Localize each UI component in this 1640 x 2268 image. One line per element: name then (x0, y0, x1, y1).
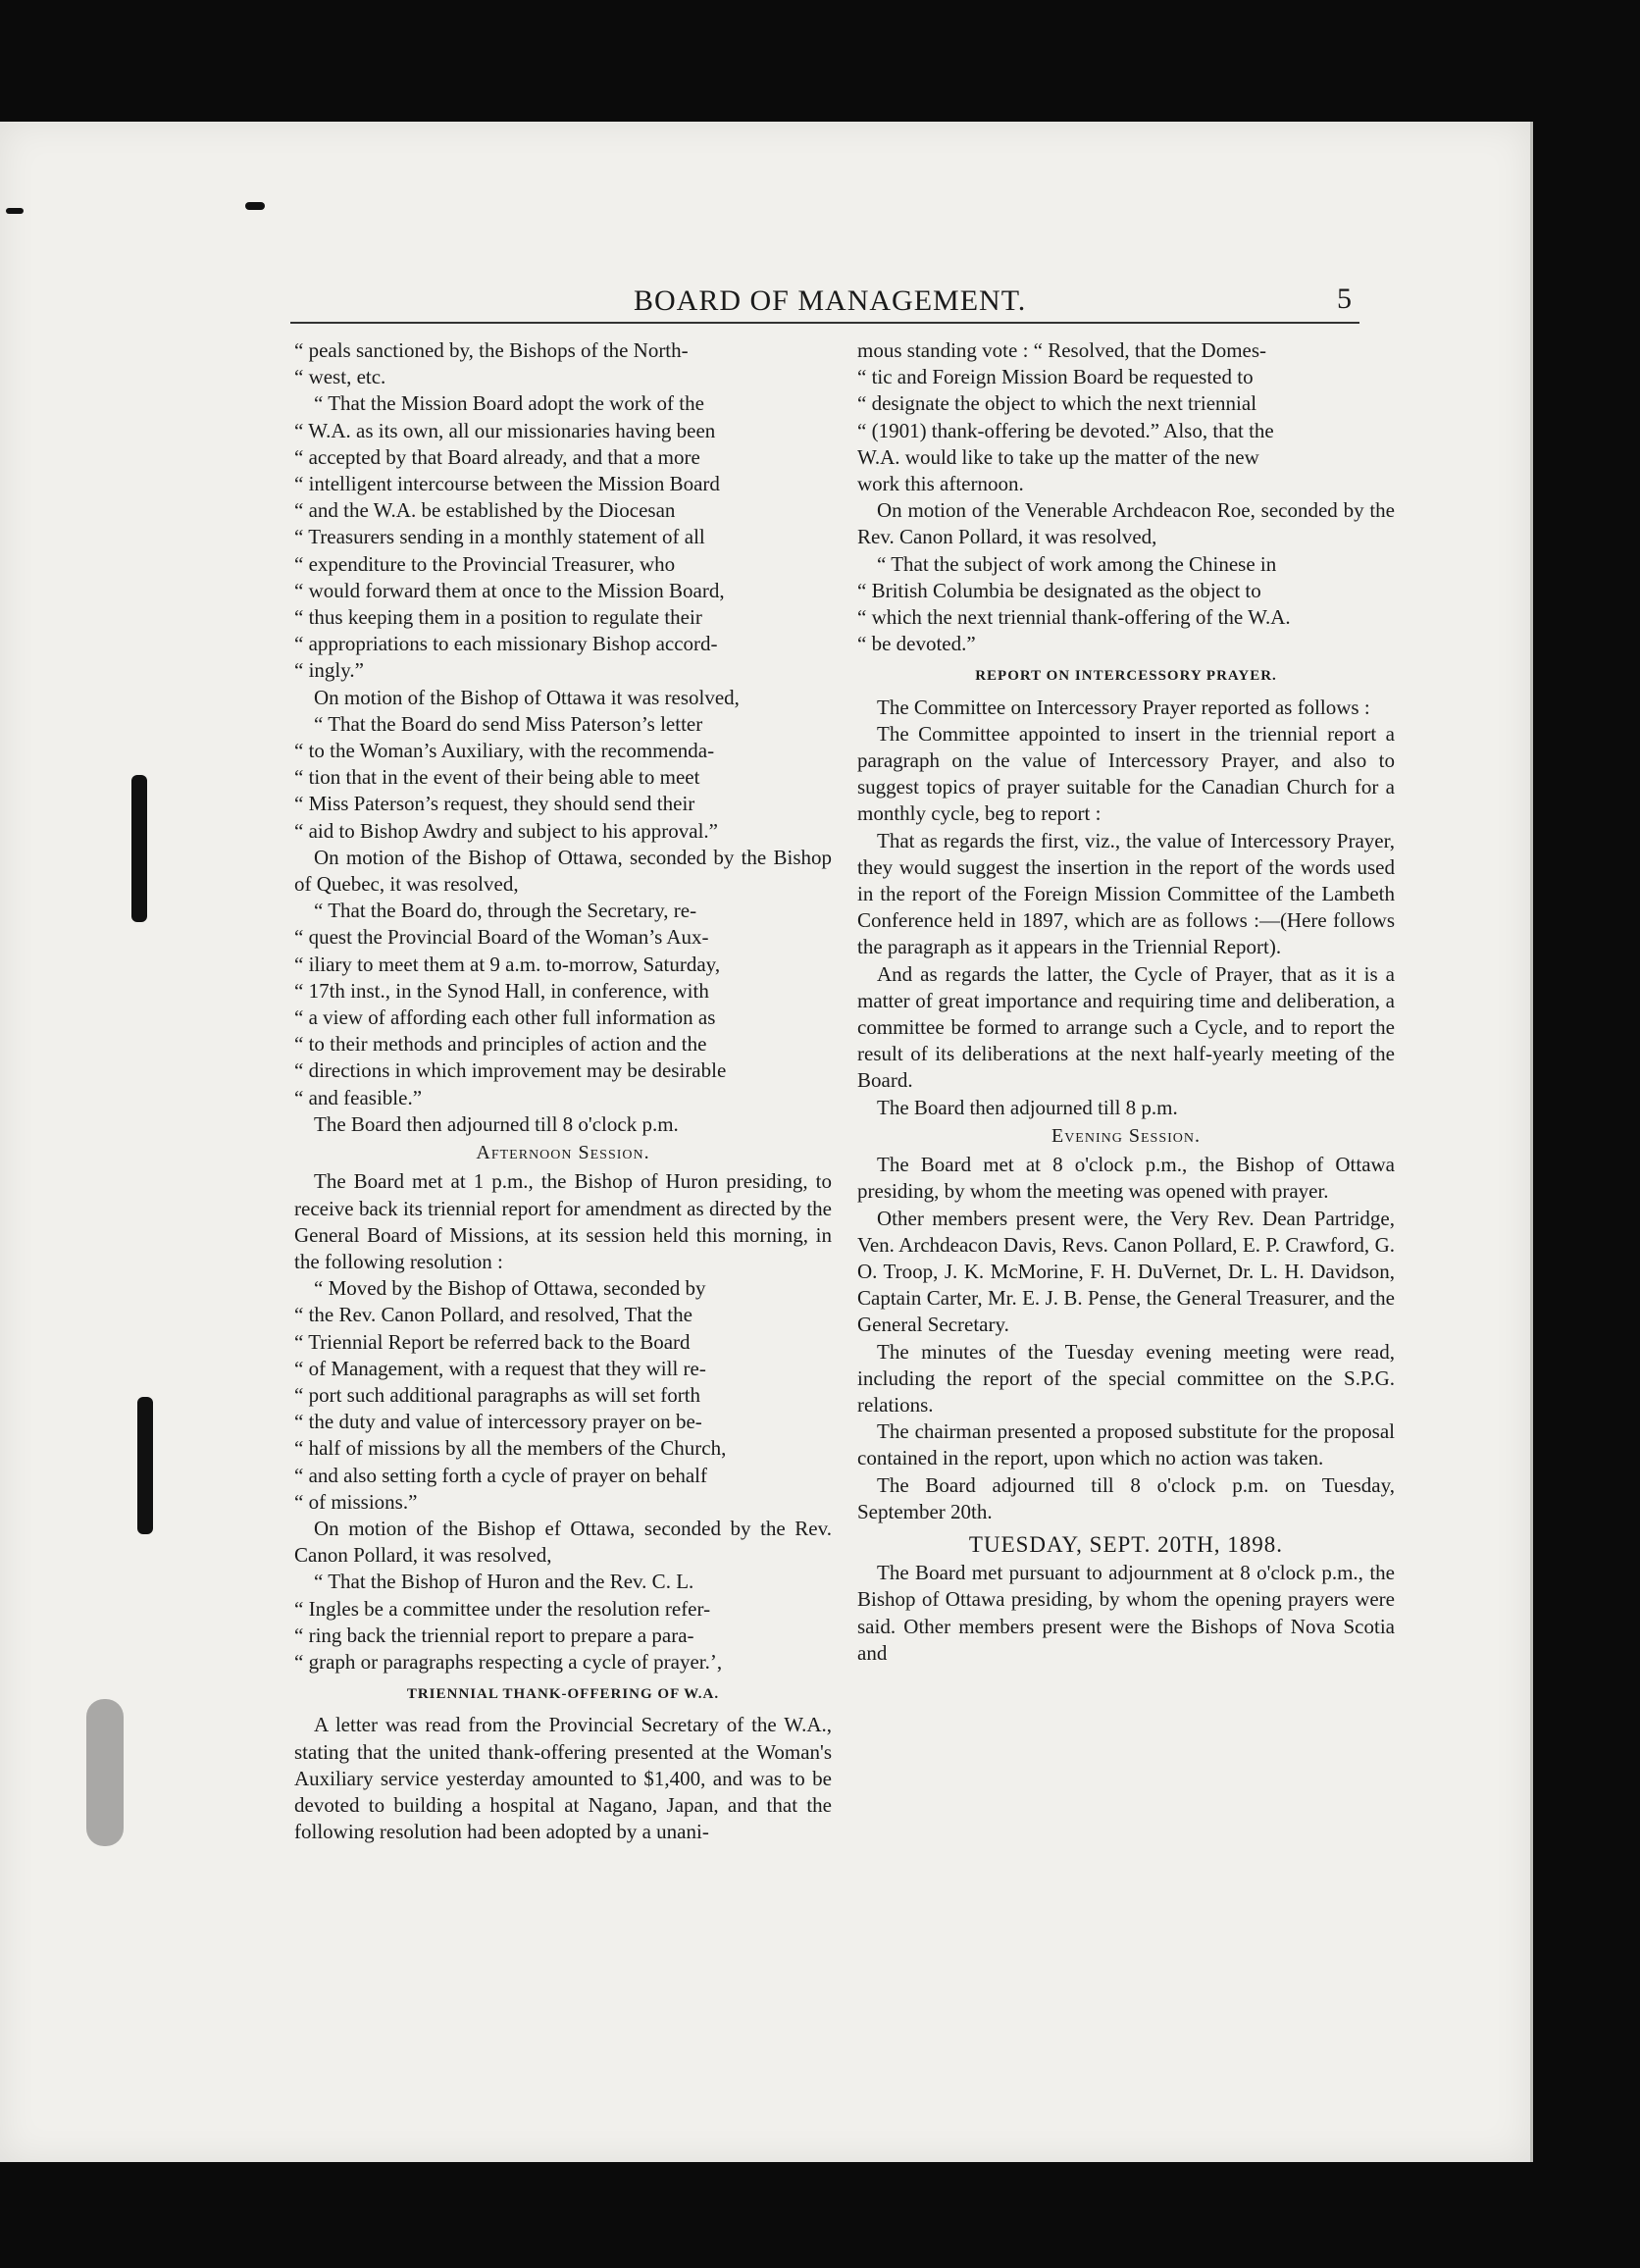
paragraph: On motion of the Bishop ef Ottawa, seconded by the Rev. Canon Pollard, it was resolved, (294, 1516, 832, 1568)
paragraph: The Board then adjourned till 8 p.m. (877, 1095, 1178, 1119)
paragraph: And as regards the latter, the Cycle of Prayer, that as it is a matter of great importance and requiring time and deliberation, a committee be formed to arrange such a Cycle, and to report the result of its deliberations at the next half-yearly meeting of the Board. (857, 961, 1395, 1093)
page-header (290, 283, 1359, 324)
paragraph: mous standing vote : “ Resolved, that the Domes- “ tic and Foreign Mission Board be requested to “ designate the object to which the next triennial “ (1901) thank-offering be devoted.” Also, that the W.A. would like to take up the matter of the new work this afternoon. (857, 338, 1274, 496)
paragraph: On motion of the Bishop of Ottawa it was resolved, (314, 685, 740, 709)
scan-mark-top (245, 202, 265, 210)
paragraph: The Board met at 1 p.m., the Bishop of Huron presiding, to receive back its triennial report for amendment as directed by the General Board of Missions, at its session held this morning, in the following resolution : (294, 1169, 832, 1273)
paragraph: On motion of the Bishop of Ottawa, seconded by the Bishop of Quebec, it was resolved, (294, 845, 832, 897)
paragraph: The Committee on Intercessory Prayer reported as follows : (877, 695, 1370, 719)
section-heading-tuesday: TUESDAY, SEPT. 20TH, 1898. (968, 1531, 1284, 1557)
page-title: BOARD OF MANAGEMENT. (634, 284, 1027, 317)
right-column (857, 337, 1395, 1667)
paragraph: “ Moved by the Bishop of Ottawa, seconded by “ the Rev. Canon Pollard, and resolved, That the “ Triennial Report be referred back to the Board “ of Management, with a request that they will re- “ port such additional paragraphs as will set forth “ the duty and value of intercessory prayer on be- “ half of missions by all the members of the Church, “ and also setting forth a cycle of prayer on behalf “ of missions.” (294, 1276, 727, 1514)
paragraph: “ That the Mission Board adopt the work of the “ W.A. as its own, all our missionaries having been “ accepted by that Board already, and that a more “ intelligent intercourse between the Mission Board “ and the W.A. be established by the Diocesan “ Treasurers sending in a monthly statement of all “ expenditure to the Provincial Treasurer, who “ would forward them at once to the Mission Board, “ thus keeping them in a position to regulate their “ appropriations to each missionary Bishop accord- “ ingly.” (294, 391, 725, 683)
paragraph: The Board adjourned till 8 o'clock p.m. on Tuesday, September 20th. (857, 1472, 1395, 1523)
section-heading-afternoon: Afternoon Session. (476, 1142, 650, 1164)
paragraph: A letter was read from the Provincial Secretary of the W.A., stating that the united thank-offering presented at the Woman's Auxiliary service yesterday amounted to $1,400, and was to be devoted to building a hospital at Nagano, Japan, and that the following resolution had been adopted by a unani- (294, 1713, 832, 1844)
page-number: 5 (1337, 283, 1352, 315)
paragraph: The Committee appointed to insert in the triennial report a paragraph on the value of Intercessory Prayer, and also to suggest topics of prayer suitable for the Canadian Church for a monthly cycle, beg to report : (857, 721, 1395, 826)
scan-smudge (86, 1699, 124, 1846)
paragraph: “ That the Bishop of Huron and the Rev. C. L. “ Ingles be a committee under the resolution refer- “ ring back the triennial report to prepare a para- “ graph or paragraphs respecting a cycle of prayer.’, (294, 1570, 723, 1674)
paragraph: “ That the Board do send Miss Paterson’s letter “ to the Woman’s Auxiliary, with the recommenda- “ tion that in the event of their being able to meet “ Miss Paterson’s request, they should send their “ aid to Bishop Awdry and subject to his approval.” (294, 711, 718, 843)
section-heading-triennial: TRIENNIAL THANK-OFFERING OF W.A. (406, 1686, 720, 1703)
paragraph: That as regards the first, viz., the value of Intercessory Prayer, they would suggest the insertion in the report of the words used in the report of the Foreign Mission Committee of the Lambeth Conference held in 1897, which are as follows :—(Here follows the paragraph as it appears in the Triennial Report). (857, 828, 1395, 959)
paragraph: The minutes of the Tuesday evening meeting were read, including the report of the special committee on the S.P.G. relations. (857, 1339, 1395, 1417)
paragraph: “ That the Board do, through the Secretary, re- “ quest the Provincial Board of the Woman’s Aux- “ iliary to meet them at 9 a.m. to-morrow, Saturday, “ 17th inst., in the Synod Hall, in conference, with “ a view of affording each other full information as “ to their methods and principles of action and the “ directions in which improvement may be desirable “ and feasible.” (294, 899, 727, 1109)
paragraph: The Board met pursuant to adjournment at 8 o'clock p.m., the Bishop of Ottawa presiding, by whom the opening prayers were said. Other members present were the Bishops of Nova Scotia and (857, 1561, 1395, 1665)
scan-mark-corner (6, 208, 24, 214)
left-column (294, 337, 832, 1845)
paragraph: “ peals sanctioned by, the Bishops of the North- “ west, etc. (294, 338, 689, 389)
paragraph: On motion of the Venerable Archdeacon Roe, seconded by the Rev. Canon Pollard, it was resolved, (857, 498, 1395, 549)
paragraph: “ That the subject of work among the Chinese in “ British Columbia be designated as the object to “ which the next triennial thank-offering of the W.A. “ be devoted.” (857, 551, 1291, 656)
scan-mark-left-upper (131, 775, 147, 922)
paragraph: The Board met at 8 o'clock p.m., the Bishop of Ottawa presiding, by whom the meeting was opened with prayer. (857, 1153, 1395, 1204)
paragraph: Other members present were, the Very Rev. Dean Partridge, Ven. Archdeacon Davis, Revs. Canon Pollard, E. P. Crawford, G. O. Troop, J. K. McMorine, F. H. DuVernet, Dr. L. H. Davidson, Captain Carter, Mr. E. J. B. Pense, the General Treasurer, and the General Secretary. (857, 1206, 1395, 1337)
scan-mark-left-lower (137, 1397, 153, 1534)
paragraph: The chairman presented a proposed substitute for the proposal contained in the report, upon which no action was taken. (857, 1419, 1395, 1470)
section-heading-evening: Evening Session. (1051, 1124, 1201, 1147)
paragraph: The Board then adjourned till 8 o'clock p.m. (314, 1111, 679, 1136)
section-heading-report: REPORT ON INTERCESSORY PRAYER. (975, 668, 1277, 685)
